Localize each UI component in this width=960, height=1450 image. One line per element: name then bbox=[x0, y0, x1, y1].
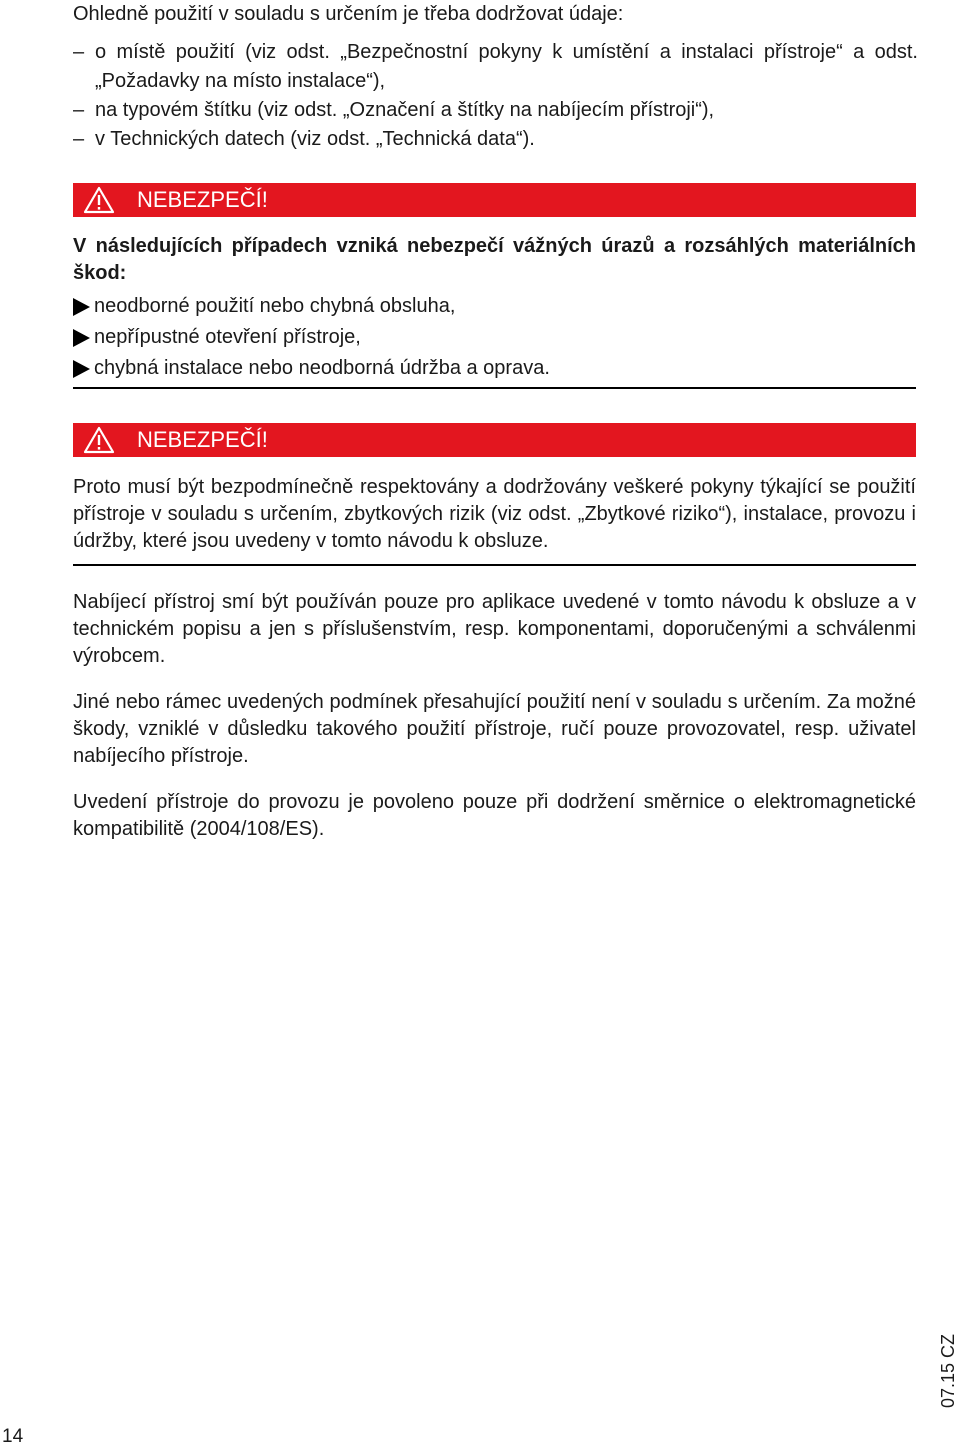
intro-lead: Ohledně použití v souladu s určením je třeba dodržovat údaje: bbox=[73, 3, 624, 25]
list-item bbox=[73, 291, 916, 322]
body-paragraph: Nabíjecí přístroj smí být používán pouze pro aplikace uvedené v tomto návodu k obsluze a v technickém popisu a jen s příslušenstvím, resp. komponentami, doporučenými a schválenmi výrobcem. bbox=[73, 591, 916, 667]
danger-content bbox=[73, 474, 916, 555]
danger-banner bbox=[73, 183, 916, 217]
divider bbox=[73, 564, 916, 566]
danger-heading: V následujících případech vzniká nebezpečí vážných úrazů a rozsáhlých materiálních škod: bbox=[73, 235, 916, 284]
danger-text: Proto musí být bezpodmínečně respektovány a dodržovány veškeré pokyny týkající se použití přístroje v souladu s určením, zbytkových rizik (viz odst. „Zbytkové riziko“), instalace, provozu i údržby, které jsou uvedeny v tomto návodu k obsluze. bbox=[73, 476, 916, 552]
intro-section bbox=[73, 0, 918, 154]
list-item: – na typovém štítku (viz odst. „Označení a štítky na nabíjecím přístroji“), bbox=[73, 96, 918, 125]
divider bbox=[73, 387, 916, 389]
list-item-text: nepřípustné otevření přístroje, bbox=[94, 326, 361, 348]
arrow-bullet-icon bbox=[73, 298, 90, 316]
body-paragraph: Uvedení přístroje do provozu je povoleno pouze při dodržení směrnice o elektromagnetické kompatibilitě (2004/108/ES). bbox=[73, 791, 916, 840]
danger-label: NEBEZPEČÍ! bbox=[137, 427, 268, 452]
warning-triangle-icon bbox=[83, 426, 115, 454]
warning-triangle-icon bbox=[83, 186, 115, 214]
arrow-bullet-icon bbox=[73, 360, 90, 378]
arrow-bullet-icon bbox=[73, 329, 90, 347]
body-section bbox=[73, 589, 916, 862]
list-item: – o místě použití (viz odst. „Bezpečnostní pokyny k umístění a instalaci přístroje“ a odst. „Požadavky na místo instalace“), bbox=[73, 38, 918, 96]
list-item-text: chybná instalace nebo neodborná údržba a oprava. bbox=[94, 357, 550, 379]
list-item bbox=[73, 322, 916, 353]
page-number: 14 bbox=[2, 1426, 24, 1447]
list-item-text: neodborné použití nebo chybná obsluha, bbox=[94, 295, 456, 317]
usage-data-list bbox=[73, 38, 918, 154]
list-item: – v Technických datech (viz odst. „Technická data“). bbox=[73, 125, 918, 154]
list-item bbox=[73, 353, 916, 384]
edition-label: 07.15 CZ bbox=[938, 1333, 958, 1408]
danger-banner bbox=[73, 423, 916, 457]
body-paragraph: Jiné nebo rámec uvedených podmínek přesahující použití není v souladu s určením. Za možné škody, vzniklé v důsledku takového použití přístroje, ručí pouze provozovatel, resp. uživatel nabíjecího přístroje. bbox=[73, 691, 916, 767]
danger-list bbox=[73, 291, 916, 384]
danger-label: NEBEZPEČÍ! bbox=[137, 187, 268, 212]
danger-content bbox=[73, 233, 916, 384]
